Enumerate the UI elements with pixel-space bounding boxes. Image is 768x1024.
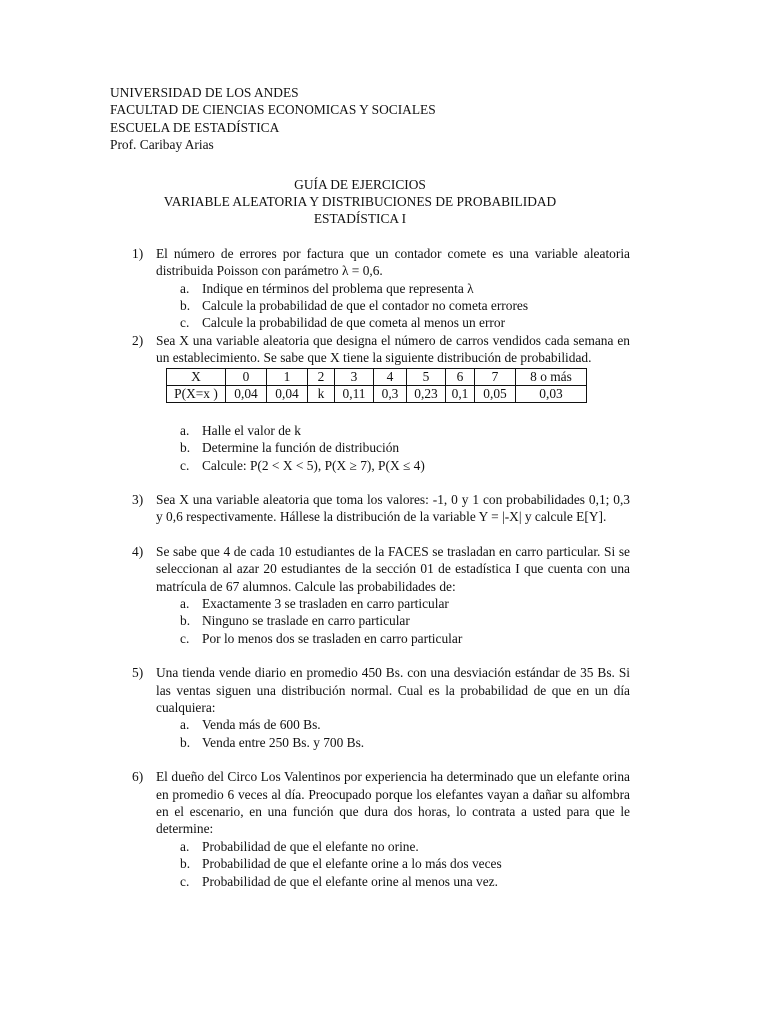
exercise-items	[156, 422, 630, 474]
exercise-1	[110, 245, 630, 332]
table-cell: 3	[335, 368, 374, 385]
school-name: ESCUELA DE ESTADÍSTICA	[110, 119, 280, 135]
item-letter: c.	[180, 315, 190, 331]
table-cell: 6	[446, 368, 475, 385]
table-cell: 0,03	[516, 385, 587, 402]
table-cell: 0,04	[267, 385, 308, 402]
exercise-items	[156, 280, 630, 332]
item-letter: b.	[180, 613, 191, 629]
list-item	[156, 838, 630, 855]
exercise-2	[110, 332, 630, 474]
exercise-text: Se sabe que 4 de cada 10 estudiantes de la FACES se trasladan en carro particular. Si se seleccionan al azar 20 estudiantes de la sección 01 de estadística I que cuenta con una matrícula de 67 alumnos. Calcule las probabilidades de:	[156, 543, 630, 594]
item-text: Por lo menos dos se trasladen en carro particular	[202, 630, 463, 646]
list-item	[156, 716, 630, 733]
item-letter: c.	[180, 630, 190, 646]
table-cell: 0,1	[446, 385, 475, 402]
table-cell: 0,23	[407, 385, 446, 402]
item-text: Venda más de 600 Bs.	[202, 717, 321, 733]
item-text: Calcule la probabilidad de que el contador no cometa errores	[202, 298, 529, 314]
probability-table	[166, 368, 587, 403]
table-cell: 2	[308, 368, 335, 385]
table-cell: 7	[475, 368, 516, 385]
item-letter: c.	[180, 457, 190, 473]
list-item	[156, 297, 630, 314]
table-row	[167, 385, 587, 402]
exercise-text: Una tienda vende diario en promedio 450 Bs. con una desviación estándar de 35 Bs. Si las ventas siguen una distribución normal. Cual es la probabilidad de que en un día cualquiera:	[156, 665, 630, 715]
table-cell: X	[167, 368, 226, 385]
table-cell: 0,11	[335, 385, 374, 402]
exercise-text: Sea X una variable aleatoria que designa el número de carros vendidos cada semana en un establecimiento. Se sabe que X tiene la siguiente distribución de probabilidad.	[156, 332, 630, 366]
document-title	[110, 176, 610, 228]
exercise-number: 6)	[132, 769, 144, 785]
university-name: UNIVERSIDAD DE LOS ANDES	[110, 85, 299, 100]
table-cell: 0,05	[475, 385, 516, 402]
item-letter: b.	[180, 298, 191, 314]
item-letter: a.	[180, 422, 190, 438]
table-cell: 0,04	[226, 385, 267, 402]
exercise-items	[156, 716, 630, 751]
item-text: Probabilidad de que el elefante orine a lo más dos veces	[202, 856, 502, 872]
item-text: Ninguno se traslade en carro particular	[202, 613, 410, 629]
exercise-6	[110, 768, 630, 890]
item-letter: b.	[180, 734, 191, 750]
table-cell: 8 o más	[516, 368, 587, 385]
list-item	[156, 873, 630, 890]
table-cell: 4	[374, 368, 407, 385]
document-page	[110, 84, 630, 890]
exercise-number: 1)	[132, 245, 144, 261]
exercise-number: 5)	[132, 665, 144, 681]
list-item	[156, 630, 630, 647]
table-cell: k	[308, 385, 335, 402]
exercise-5	[110, 664, 630, 751]
exercise-3	[110, 491, 630, 526]
list-item	[156, 855, 630, 872]
exercise-text: El número de errores por factura que un contador comete es una variable aleatoria distribuida Poisson con parámetro λ = 0,6.	[156, 245, 630, 279]
list-item	[156, 439, 630, 456]
title-line-3: ESTADÍSTICA I	[313, 211, 407, 227]
item-text: Determine la función de distribución	[202, 440, 400, 456]
professor-name: Prof. Caribay Arias	[110, 137, 214, 153]
table-row	[167, 368, 587, 385]
table-cell: 0,3	[374, 385, 407, 402]
table-cell: 5	[407, 368, 446, 385]
exercise-items	[156, 595, 630, 647]
exercise-text: El dueño del Circo Los Valentinos por experiencia ha determinado que un elefante orina en promedio 6 veces al día. Preocupado porque los elefantes vayan a dañar su alfombra en el escenario, en una función que dura dos horas, lo contrata a usted para que le determine:	[156, 769, 630, 837]
exercise-items	[156, 838, 630, 890]
list-item	[156, 595, 630, 612]
list-item	[156, 612, 630, 629]
item-letter: a.	[180, 838, 190, 854]
item-letter: b.	[180, 440, 191, 456]
document-header	[110, 84, 630, 154]
item-text: Exactamente 3 se trasladen en carro particular	[202, 595, 449, 611]
item-text: Probabilidad de que el elefante orine al menos una vez.	[202, 873, 498, 889]
faculty-name: FACULTAD DE CIENCIAS ECONOMICAS Y SOCIALES	[110, 102, 436, 118]
list-item	[156, 280, 630, 297]
list-item	[156, 734, 630, 751]
item-text: Probabilidad de que el elefante no orine.	[202, 838, 419, 854]
table-cell: P(X=x )	[167, 385, 226, 402]
item-letter: b.	[180, 856, 191, 872]
table-cell: 0	[226, 368, 267, 385]
exercise-text: Sea X una variable aleatoria que toma los valores: -1, 0 y 1 con probabilidades 0,1; 0,3 y 0,6 respectivamente. Hállese la distribución de la variable Y = |-X| y calcule E[Y].	[156, 491, 630, 525]
exercise-number: 4)	[132, 543, 144, 559]
list-item	[156, 422, 630, 439]
item-text: Indique en términos del problema que representa λ	[202, 280, 474, 296]
title-line-1: GUÍA DE EJERCICIOS	[294, 176, 426, 192]
item-text: Calcule: P(2 < X < 5), P(X ≥ 7), P(X ≤ 4)	[202, 457, 425, 473]
title-line-2: VARIABLE ALEATORIA Y DISTRIBUCIONES DE PROBABILIDAD	[163, 194, 557, 210]
item-text: Venda entre 250 Bs. y 700 Bs.	[202, 734, 365, 750]
list-item	[156, 457, 630, 474]
list-item	[156, 314, 630, 331]
item-text: Calcule la probabilidad de que cometa al menos un error	[202, 315, 506, 331]
item-letter: a.	[180, 717, 190, 733]
table-cell: 1	[267, 368, 308, 385]
exercise-number: 2)	[132, 332, 144, 348]
item-text: Halle el valor de k	[202, 422, 301, 438]
item-letter: a.	[180, 595, 190, 611]
exercise-number: 3)	[132, 491, 144, 507]
exercise-4	[110, 543, 630, 647]
item-letter: a.	[180, 280, 190, 296]
item-letter: c.	[180, 873, 190, 889]
